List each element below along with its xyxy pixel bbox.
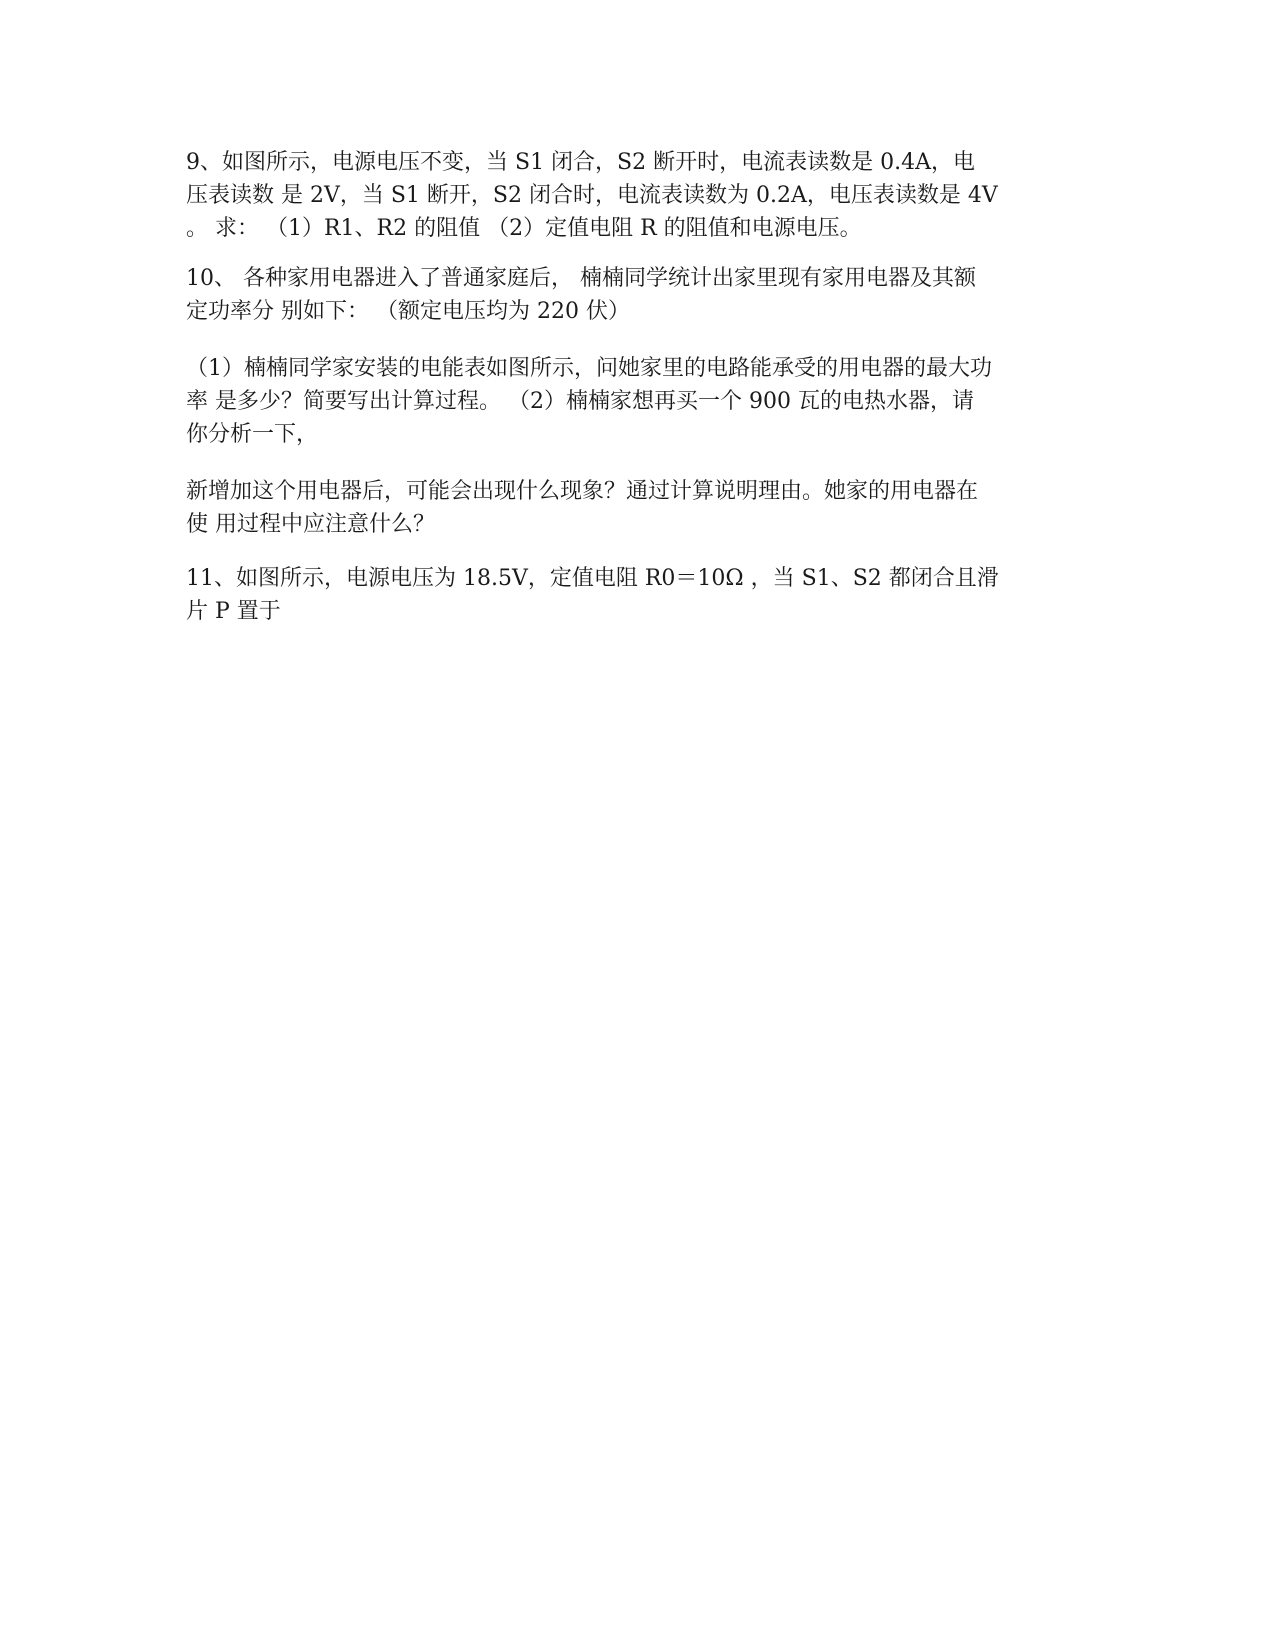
question-10-part-2-line-2: 使 用过程中应注意什么？	[186, 512, 435, 537]
question-9-line-1: 9、如图所示，电源电压不变，当 S1 闭合，S2 断开时，电流表读数是 0.4A，电	[186, 150, 975, 175]
question-10-part-1-line-2: 率 是多少？简要写出计算过程。 （2）楠楠家想再买一个 900 瓦的电热水器，请	[186, 389, 974, 414]
question-10-line-2: 定功率分 别如下： （额定电压均为 220 伏）	[186, 299, 630, 324]
question-10-line-1: 10、 各种家用电器进入了普通家庭后， 楠楠同学统计出家里现有家用电器及其额	[186, 266, 976, 291]
question-9-line-3: 。 求： （1）R1、R2 的阻值 （2）定值电阻 R 的阻值和电源电压。	[186, 216, 862, 241]
question-11-line-1: 11、如图所示，电源电压为 18.5V，定值电阻 R0＝10Ω ，当 S1、S2 都闭合且滑	[186, 566, 999, 591]
question-9-line-2: 压表读数 是 2V，当 S1 断开，S2 闭合时，电流表读数为 0.2A，电压表读数是 4V	[186, 183, 998, 208]
question-10-part-1-line-3: 你分析一下，	[186, 422, 319, 447]
question-11	[186, 562, 1106, 628]
question-10-part-1	[186, 352, 1106, 451]
question-10-part-2	[186, 475, 1106, 541]
question-10-part-1-line-1: （1）楠楠同学家安装的电能表如图所示，问她家里的电路能承受的用电器的最大功	[186, 356, 992, 381]
question-10-part-2-line-1: 新增加这个用电器后，可能会出现什么现象？通过计算说明理由。她家的用电器在	[186, 479, 979, 504]
question-9	[186, 146, 1106, 245]
question-11-line-2: 片 P 置于	[186, 599, 281, 624]
question-10	[186, 262, 1106, 328]
